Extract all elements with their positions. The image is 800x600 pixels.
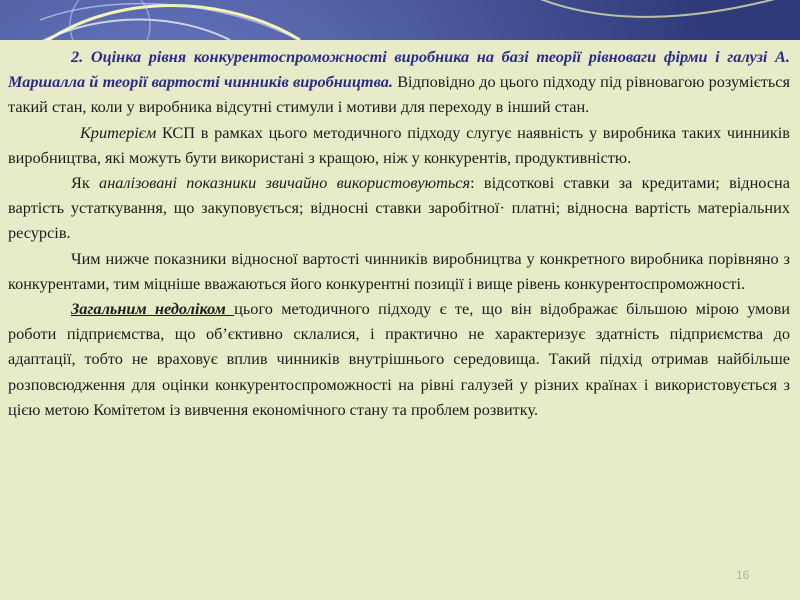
paragraph-3-emphasis: аналізовані показники звичайно використовуються <box>99 173 471 193</box>
paragraph-3-start: Як <box>71 173 100 193</box>
page-number: 16 <box>736 568 750 582</box>
heading-paragraph <box>8 44 790 120</box>
paragraph-5-text: цього методичного підходу є те, що він відображає більшою мірою умови роботи підприємства, що об’єктивно склалися, і практично не характеризує здатність підприємства до адаптації, тобто не враховує вплив чинників внутрішнього середовища. Такий підхід отримав найбільше розповсюдження для оцінки конкурентоспроможності на рівні галузей у різних країнах і використовується з цією метою Комітетом із вивчення економічного стану та проблем розвитку. <box>8 299 790 419</box>
heading-number: 2. <box>71 47 84 66</box>
paragraph-4-text: Чим нижче показники відносної вартості чинників виробництва у конкретного виробника порівняно з конкурентами, тим міцніше вважаються його конкурентні позиції і вище рівень конкурентоспроможності. <box>8 248 790 293</box>
paragraph-2-text: КСП в рамках цього методичного підходу слугує наявність у виробника таких чинників виробництва, які можуть бути використані з кращою, ніж у конкурентів, продуктивністю. <box>8 122 790 167</box>
heading-text: Оцінка рівня конкурентоспроможності виробника на базі теорії рівноваги фірми і галузі А. Маршалла й теорії вартості чинників виробництва. <box>8 47 790 92</box>
paragraph-5 <box>8 296 790 422</box>
paragraph-3-text: : відсоткові ставки за кредитами; відносна вартість устаткування, що закуповується; відносні ставки заробітної· платні; відносна вартість матеріальних ресурсів. <box>8 173 790 243</box>
slide-content <box>8 44 790 422</box>
paragraph-3 <box>8 170 790 246</box>
paragraph-2-emphasis: Критерієм <box>80 122 157 142</box>
paragraph-1: Відповідно до цього підходу під рівновагою розуміється такий стан, коли у виробника відсутні стимули і мотиви для переходу в інший стан. <box>8 72 790 117</box>
paragraph-4 <box>8 246 790 296</box>
paragraph-5-emphasis: Загальним недоліком <box>71 299 235 319</box>
paragraph-2 <box>8 120 790 170</box>
